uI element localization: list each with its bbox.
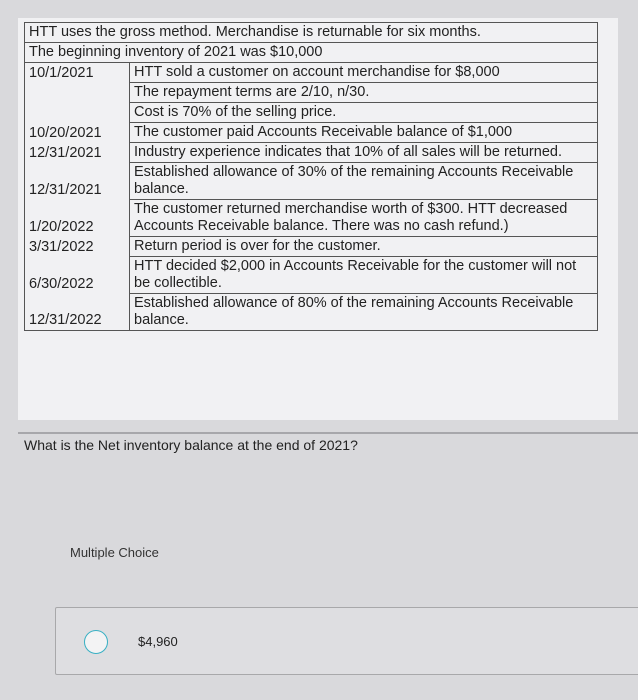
- row-text: The customer returned merchandise worth of $300. HTT decreased Accounts Receivable balance. There was no cash refund.): [130, 200, 598, 237]
- row-date: 12/31/2022: [25, 294, 130, 331]
- row-text: HTT decided $2,000 in Accounts Receivable for the customer will not be collectible.: [130, 257, 598, 294]
- radio-button-icon[interactable]: [84, 630, 108, 654]
- row-date: 12/31/2021: [25, 143, 130, 163]
- intro-line-1: HTT uses the gross method. Merchandise is returnable for six months.: [25, 23, 598, 43]
- row-text: The repayment terms are 2/10, n/30.: [130, 83, 598, 103]
- row-date: 6/30/2022: [25, 257, 130, 294]
- row-date: 12/31/2021: [25, 163, 130, 200]
- answer-option[interactable]: [55, 607, 638, 675]
- section-divider: [18, 432, 638, 434]
- row-text: Return period is over for the customer.: [130, 237, 598, 257]
- row-text: Established allowance of 30% of the remaining Accounts Receivable balance.: [130, 163, 598, 200]
- intro-line-2: The beginning inventory of 2021 was $10,000: [25, 43, 598, 63]
- row-date: 1/20/2022: [25, 200, 130, 237]
- row-text: Cost is 70% of the selling price.: [130, 103, 598, 123]
- row-date: [25, 103, 130, 123]
- row-text: Established allowance of 80% of the remaining Accounts Receivable balance.: [130, 294, 598, 331]
- problem-table: [24, 22, 598, 331]
- row-text: HTT sold a customer on account merchandise for $8,000: [130, 63, 598, 83]
- row-date: 10/20/2021: [25, 123, 130, 143]
- row-date: 10/1/2021: [25, 63, 130, 83]
- row-text: The customer paid Accounts Receivable balance of $1,000: [130, 123, 598, 143]
- row-text: Industry experience indicates that 10% of all sales will be returned.: [130, 143, 598, 163]
- question-text: What is the Net inventory balance at the end of 2021?: [24, 437, 358, 453]
- answer-option-label: $4,960: [138, 634, 178, 649]
- row-date: 3/31/2022: [25, 237, 130, 257]
- row-date: [25, 83, 130, 103]
- multiple-choice-label: Multiple Choice: [70, 545, 159, 560]
